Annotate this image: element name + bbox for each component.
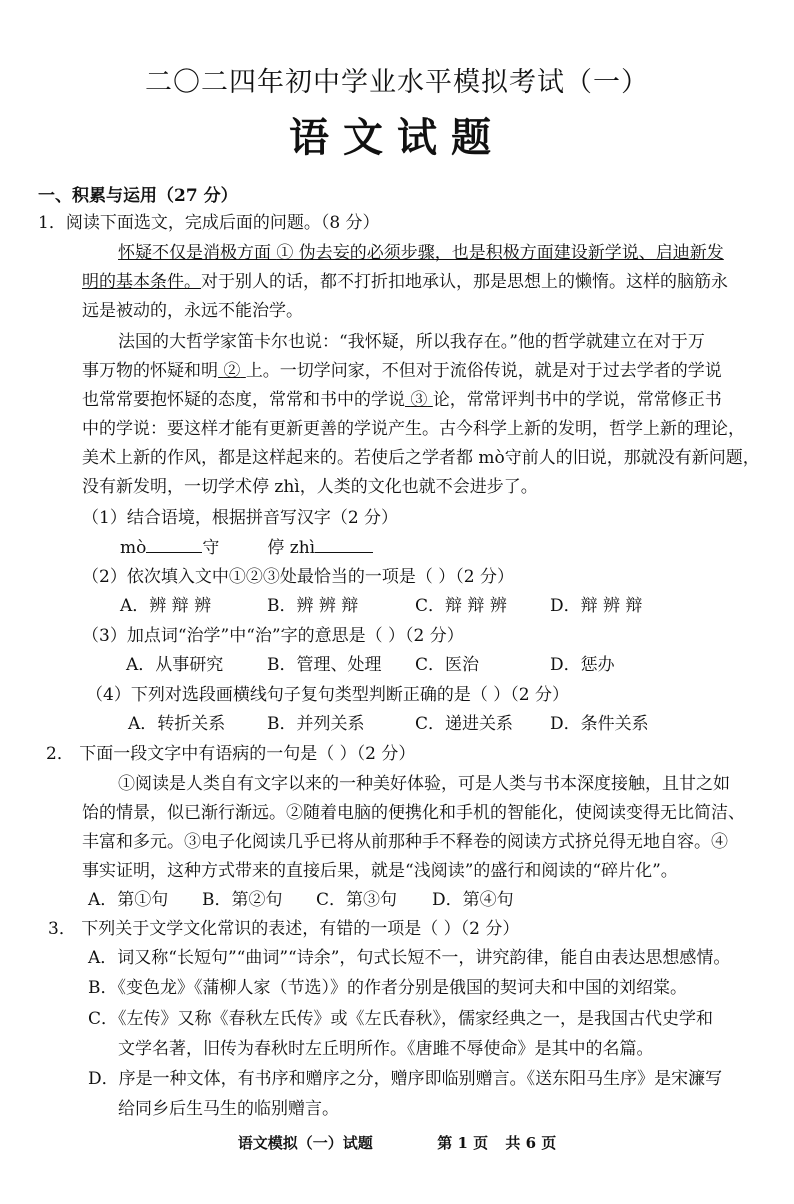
underlined-sentence: 伪去妄的必须步骤，也是积极方面建设新学说、启迪新发 <box>293 243 724 263</box>
footer-page-number: 第 1 页 <box>437 1134 489 1152</box>
option-b[interactable]: B．《变色龙》《蒲柳人家（节选）》的作者分别是俄国的契诃夫和中国的刘绍棠。 <box>88 978 687 998</box>
exam-title: 二〇二四年初中学业水平模拟考试（一） <box>145 67 649 98</box>
q1-stem: 1．阅读下面选文，完成后面的问题。（8 分） <box>38 213 380 233</box>
option-c[interactable]: C．医治 <box>415 655 480 675</box>
passage-text: 上。一切学问家，不但对于流俗传说，就是对于过去学者的学说 <box>245 361 722 381</box>
q1-sub1-answers <box>120 534 373 561</box>
footer-paper-name: 语文模拟（一）试题 <box>237 1134 373 1152</box>
option-d[interactable]: D．惩办 <box>550 655 615 675</box>
q1-passage-line <box>82 269 728 295</box>
q1-passage-line <box>118 240 724 266</box>
option-a[interactable]: A．第①句 <box>88 890 169 910</box>
page-footer <box>0 1132 794 1153</box>
q1-passage-line: 没有新发明，一切学术停 zhì，人类的文化也就不会进步了。 <box>82 477 538 497</box>
subject-title: 语文试题 <box>289 114 505 161</box>
q2-passage-line: ①阅读是人类自有文字以来的一种美好体验，可是人类与书本深度接触，且甘之如 <box>118 774 730 794</box>
option-b[interactable]: B．辨 辨 辩 <box>267 596 359 616</box>
option-a[interactable]: A．词又称“长短句”“曲词”“诗余”，句式长短不一，讲究韵律，能自由表达思想感情。 <box>88 948 731 968</box>
q1-sub3: （3）加点词“治学”中“治”字的意思是（ ）（2 分） <box>82 626 464 646</box>
q2-stem: 2． 下面一段文字中有语病的一句是（ ）（2 分） <box>46 744 416 764</box>
option-c[interactable]: C．递进关系 <box>415 714 514 734</box>
option-a[interactable]: A．转折关系 <box>128 714 226 734</box>
q1-sub4: （4）下列对选段画横线句子复句类型判断正确的是（ ）（2 分） <box>86 685 569 705</box>
q1-sub1: （1）结合语境，根据拼音写汉字（2 分） <box>82 508 399 528</box>
q1-sub2: （2）依次填入文中①②③处最恰当的一项是（ ）（2 分） <box>82 567 514 587</box>
pinyin-mo-suffix: 守 <box>202 538 220 558</box>
blank-2-number: ② <box>223 361 241 381</box>
pinyin-zhi: 停 zhì <box>267 538 316 558</box>
option-d[interactable]: D．条件关系 <box>550 714 649 734</box>
pinyin-mo: mò <box>120 538 147 558</box>
blank-1: ① <box>276 243 294 263</box>
q1-passage-line: 远是被动的，永远不能治学。 <box>82 301 303 321</box>
q1-passage-line <box>82 387 722 413</box>
option-b[interactable]: B．第②句 <box>202 890 283 910</box>
q2-passage-line: 饴的情景，似已渐行渐远。②随着电脑的便携化和手机的智能化，使阅读变得无比简洁、 <box>82 803 745 823</box>
q3-stem: 3． 下列关于文学文化常识的表述，有错的一项是（ ）（2 分） <box>48 919 520 939</box>
underlined-sentence: 怀疑不仅是消极方面 <box>118 243 277 263</box>
option-b[interactable]: B．并列关系 <box>267 714 365 734</box>
option-c[interactable]: C．《左传》又称《春秋左氏传》或《左氏春秋》，儒家经典之一，是我国古代史学和 <box>88 1009 714 1029</box>
passage-text: 事万物的怀疑和明 <box>82 361 218 381</box>
option-d[interactable]: D．辩 辨 辩 <box>550 596 643 616</box>
q2-passage-line: 事实证明，这种方式带来的直接后果，就是“浅阅读”的盛行和阅读的“碎片化”。 <box>82 861 678 881</box>
option-d-continued: 给同乡后生马生的临别赠言。 <box>118 1099 339 1119</box>
option-a[interactable]: A．辨 辩 辨 <box>120 596 212 616</box>
section-title: 一、积累与运用（27 分） <box>38 186 238 206</box>
passage-text: 论，常常评判书中的学说，常常修正书 <box>432 390 722 410</box>
option-d[interactable]: D．第④句 <box>432 890 514 910</box>
underlined-sentence: 明的基本条件。 <box>82 272 201 292</box>
option-c[interactable]: C．辩 辩 辨 <box>415 596 507 616</box>
answer-blank-zhi[interactable] <box>315 534 373 553</box>
blank-3 <box>405 390 433 410</box>
q1-passage-line: 法国的大哲学家笛卡尔也说：“我怀疑，所以我存在。”他的哲学就建立在对于万 <box>118 332 705 352</box>
q2-passage-line: 丰富和多元。③电子化阅读几乎已将从前那种手不释卷的阅读方式挤兑得无地自容。④ <box>82 832 728 852</box>
option-d[interactable]: D．序是一种文体，有书序和赠序之分，赠序即临别赠言。《送东阳马生序》是宋濂写 <box>88 1069 723 1089</box>
option-b[interactable]: B．管理、处理 <box>267 655 382 675</box>
option-c[interactable]: C．第③句 <box>316 890 398 910</box>
q1-passage-line: 美术上新的作风，都是这样起来的。若使后之学者都 mò守前人的旧说，那就没有新问题， <box>82 448 760 468</box>
passage-text: 也常常要抱怀疑的态度，常常和书中的学说 <box>82 390 405 410</box>
q1-passage-line <box>82 358 722 384</box>
option-c-continued: 文学名著，旧传为春秋时左丘明所作。《唐雎不辱使命》是其中的名篇。 <box>118 1039 654 1059</box>
blank-2 <box>218 361 246 381</box>
passage-text: 对于别人的话，都不打折扣地承认，那是思想上的懒惰。这样的脑筋永 <box>201 272 728 292</box>
answer-blank-mo[interactable] <box>146 534 202 553</box>
q1-passage-line: 中的学说：要这样才能有更新更善的学说产生。古今科学上新的发明，哲学上新的理论， <box>82 419 745 439</box>
footer-total-pages: 共 6 页 <box>505 1134 557 1152</box>
blank-3-number: ③ <box>410 390 428 410</box>
option-a[interactable]: A．从事研究 <box>126 655 224 675</box>
